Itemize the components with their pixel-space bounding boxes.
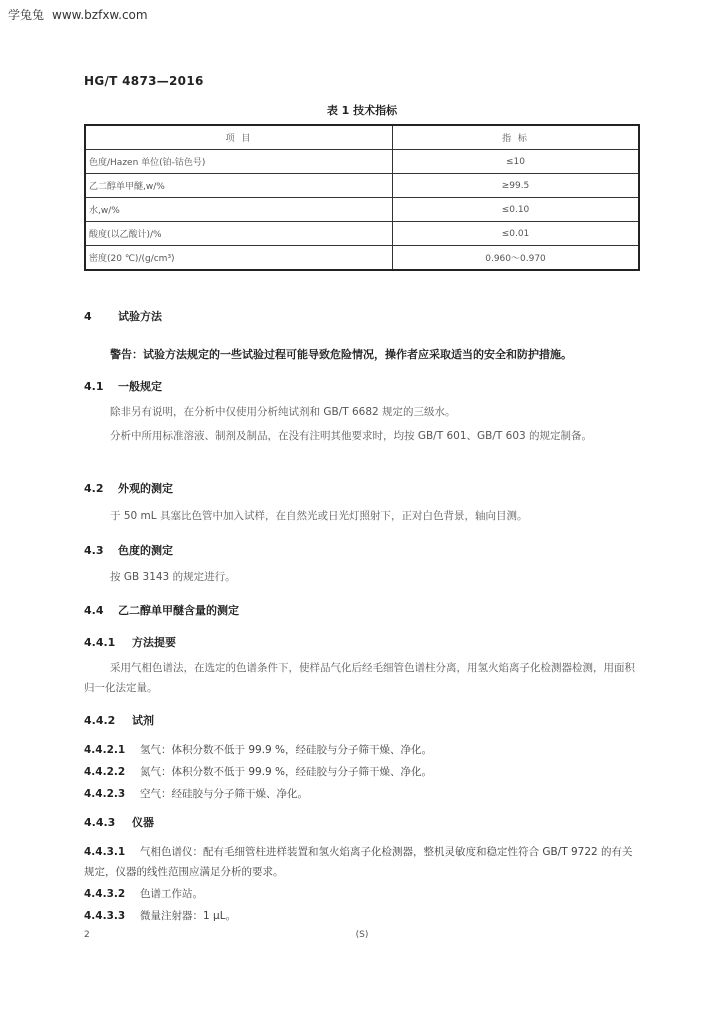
- section-4-heading: [84, 308, 162, 324]
- row-value: ≤0.10: [393, 198, 640, 222]
- section-4-2-heading: [84, 480, 173, 496]
- section-title: 色度的测定: [118, 544, 173, 557]
- row-item: 密度(20 ℃)/(g/cm³): [85, 246, 393, 271]
- section-title: 方法提要: [132, 636, 176, 649]
- section-number: 4: [84, 310, 92, 323]
- list-item: [84, 884, 640, 904]
- standard-code: HG/T 4873—2016: [84, 74, 204, 88]
- section-title: 乙二醇单甲醚含量的测定: [118, 604, 239, 617]
- table-row: [85, 150, 639, 174]
- section-number: 4.3: [84, 544, 104, 557]
- item-number: 4.4.2.1: [84, 744, 126, 756]
- section-title: 外观的测定: [118, 482, 173, 495]
- section-number: 4.4.1: [84, 636, 116, 649]
- item-text: 氮气：体积分数不低于 99.9 %，经硅胶与分子筛干燥、净化。: [140, 766, 433, 778]
- paragraph: 按 GB 3143 的规定进行。: [110, 571, 236, 583]
- item-number: 4.4.3.2: [84, 888, 126, 900]
- row-value: ≥99.5: [393, 174, 640, 198]
- section-title: 试剂: [132, 714, 154, 727]
- row-value: ≤0.01: [393, 222, 640, 246]
- paragraph: 除非另有说明，在分析中仅使用分析纯试剂和 GB/T 6682 规定的三级水。: [110, 406, 456, 418]
- table-row: [85, 246, 639, 271]
- row-value: 0.960～0.970: [393, 246, 640, 271]
- item-number: 4.4.2.3: [84, 788, 126, 800]
- row-item: 酸度(以乙酸计)/%: [85, 222, 393, 246]
- item-number: 4.4.2.2: [84, 766, 126, 778]
- table-row: [85, 198, 639, 222]
- section-4-4-2-heading: [84, 712, 154, 728]
- section-4-3-heading: [84, 542, 173, 558]
- list-item: [84, 740, 640, 760]
- paragraph: 于 50 mL 具塞比色管中加入试样，在自然光或日光灯照射下，正对白色背景，轴向目测。: [110, 510, 528, 522]
- warning-text: 警告：试验方法规定的一些试验过程可能导致危险情况，操作者应采取适当的安全和防护措施。: [110, 348, 572, 361]
- section-number: 4.4.3: [84, 816, 116, 829]
- header-value: 指 标: [393, 125, 640, 150]
- list-item: [84, 906, 640, 926]
- page-number: 2: [84, 930, 90, 940]
- item-text: 气相色谱仪：配有毛细管柱进样装置和氢火焰离子化检测器，整机灵敏度和稳定性符合 GB/T 9722 的有关规定，仪器的线性范围应满足分析的要求。: [84, 846, 633, 878]
- section-number: 4.4.2: [84, 714, 116, 727]
- item-number: 4.4.3.3: [84, 910, 126, 922]
- row-item: 色度/Hazen 单位(铂-钴色号): [85, 150, 393, 174]
- watermark: [8, 6, 148, 23]
- row-value: ≤10: [393, 150, 640, 174]
- section-title: 试验方法: [118, 310, 162, 323]
- footer-mark: (S): [355, 930, 369, 940]
- row-item: 乙二醇单甲醚,w/%: [85, 174, 393, 198]
- header-item: 项 目: [85, 125, 393, 150]
- section-4-4-heading: [84, 602, 239, 618]
- table-title: 表 1 技术指标: [326, 104, 398, 117]
- table-header-row: [85, 125, 639, 150]
- paragraph: 分析中所用标准溶液、制剂及制品，在没有注明其他要求时，均按 GB/T 601、GB/T 603 的规定制备。: [110, 430, 593, 442]
- section-title: 一般规定: [118, 380, 162, 393]
- section-title: 仪器: [132, 816, 154, 829]
- list-item: [84, 784, 640, 804]
- paragraph: 采用气相色谱法，在选定的色谱条件下，使样品气化后经毛细管色谱柱分离，用氢火焰离子化检测器检测，用面积归一化法定量。: [84, 662, 635, 694]
- list-item: [84, 762, 640, 782]
- spec-table: [84, 124, 640, 271]
- item-text: 色谱工作站。: [140, 888, 203, 900]
- watermark-url: www.bzfxw.com: [52, 8, 148, 22]
- item-text: 空气：经硅胶与分子筛干燥、净化。: [140, 788, 308, 800]
- section-4-4-1-heading: [84, 634, 176, 650]
- item-text: 微量注射器：1 μL。: [140, 910, 237, 922]
- section-4-4-3-heading: [84, 814, 154, 830]
- list-item: [84, 842, 640, 882]
- table-row: [85, 174, 639, 198]
- section-number: 4.2: [84, 482, 104, 495]
- item-text: 氢气：体积分数不低于 99.9 %，经硅胶与分子筛干燥、净化。: [140, 744, 433, 756]
- section-number: 4.1: [84, 380, 104, 393]
- item-number: 4.4.3.1: [84, 846, 126, 858]
- row-item: 水,w/%: [85, 198, 393, 222]
- section-number: 4.4: [84, 604, 104, 617]
- table-row: [85, 222, 639, 246]
- section-4-1-heading: [84, 378, 162, 394]
- watermark-brand: 学兔兔: [8, 8, 45, 22]
